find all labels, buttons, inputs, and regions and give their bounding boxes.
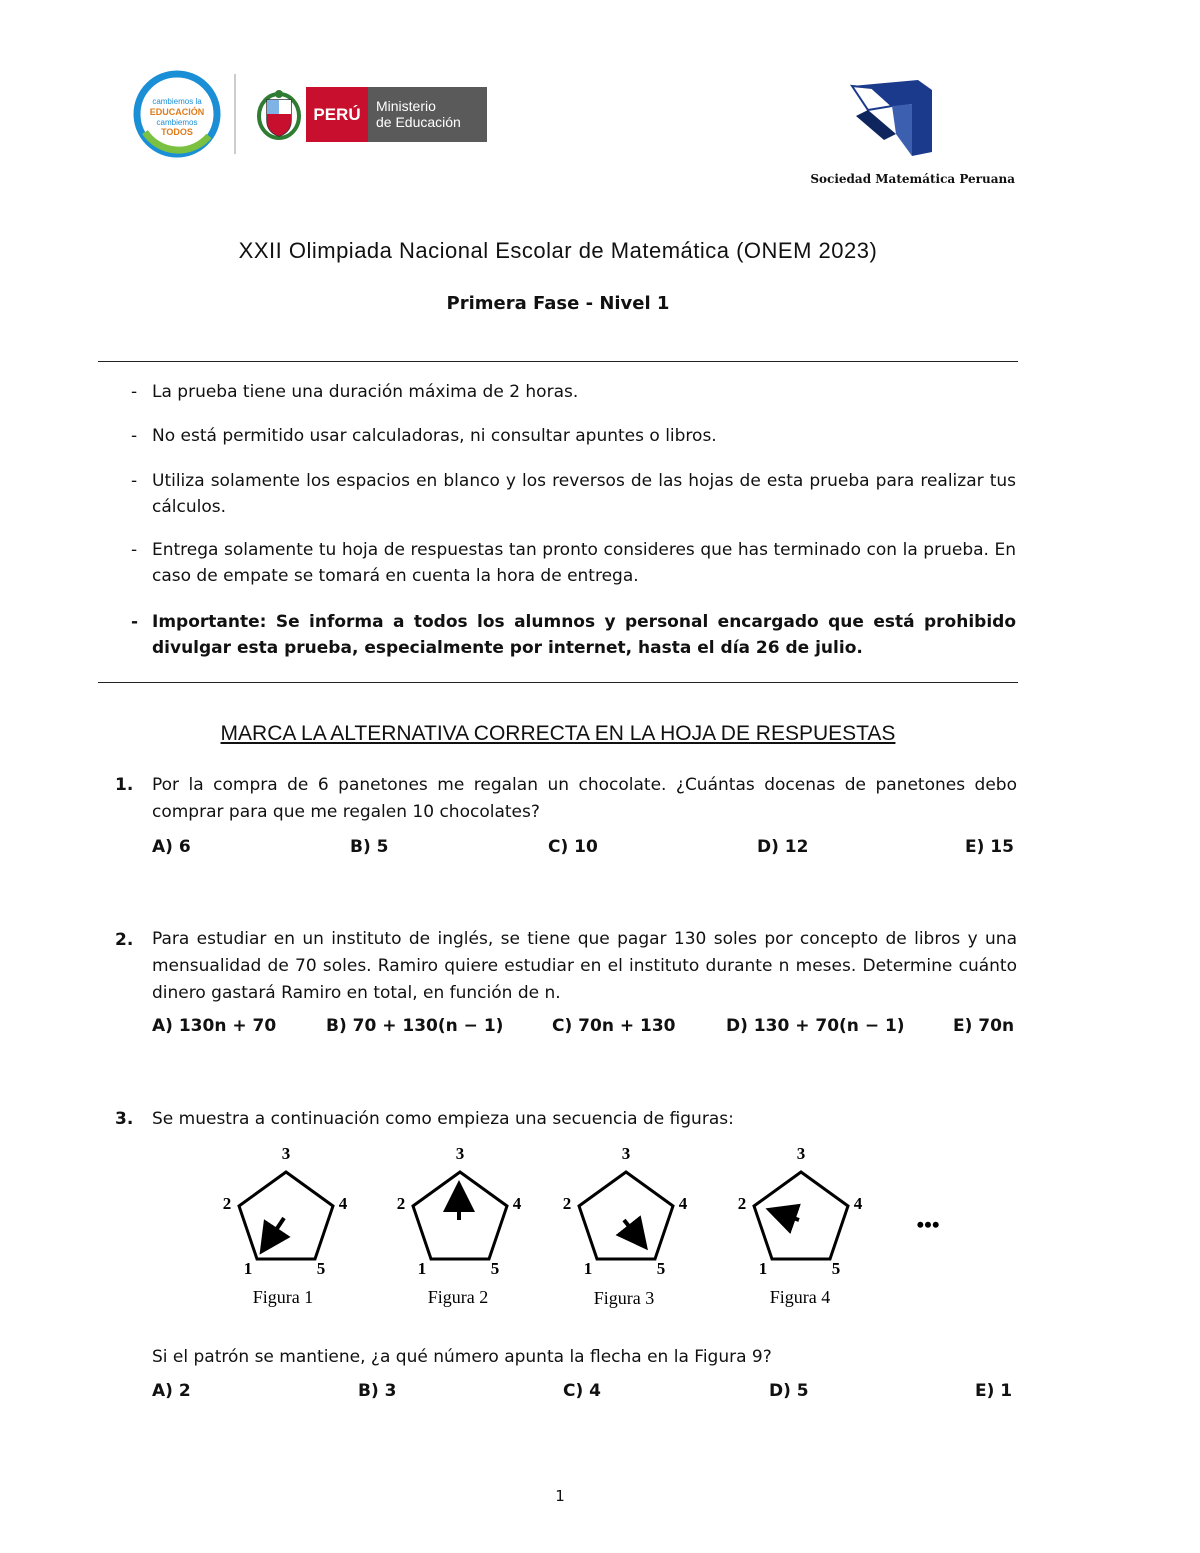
vertex-label-3: 3: [281, 1144, 291, 1163]
vertex-label-1: 1: [758, 1259, 768, 1278]
ellipsis: •••: [916, 1212, 940, 1237]
rule-dash: -: [131, 382, 138, 402]
figure-4: [738, 1144, 863, 1307]
question-number: 2.: [115, 930, 134, 950]
rule-text: No está permitido usar calculadoras, ni consultar apuntes o libros.: [152, 426, 717, 446]
rule-item: [131, 379, 1016, 405]
rule-item: [131, 537, 1016, 589]
vertex-label-4: 4: [678, 1194, 688, 1213]
option-a: A) 2: [152, 1381, 191, 1401]
cambiemos-educacion-logo: [131, 70, 223, 158]
page-subtitle: Primera Fase - Nivel 1: [446, 293, 670, 314]
rule-dash: -: [131, 426, 138, 446]
question-text: Por la compra de 6 panetones me regalan un chocolate. ¿Cuántas docenas de panetones debo comprar para que me regalen 10 chocolates?: [152, 775, 1017, 822]
option-e: E) 1: [975, 1381, 1013, 1401]
peru-label: PERÚ: [306, 87, 368, 142]
rule-dash: -: [131, 540, 138, 560]
svg-text:cambiemos: cambiemos: [156, 118, 198, 127]
option-d: D) 130 + 70(n − 1): [726, 1016, 905, 1036]
svg-text:TODOS: TODOS: [161, 127, 193, 137]
figure-label: Figura 1: [252, 1287, 314, 1307]
vertex-label-5: 5: [316, 1259, 326, 1278]
option-b: B) 5: [350, 837, 389, 857]
logo-divider: [234, 74, 236, 154]
peru-coat-of-arms-icon: [254, 86, 304, 142]
vertex-label-5: 5: [831, 1259, 841, 1278]
option-a: A) 130n + 70: [152, 1016, 277, 1036]
section-heading: MARCA LA ALTERNATIVA CORRECTA EN LA HOJA DE RESPUESTAS: [220, 722, 896, 745]
rule-text: Utiliza solamente los espacios en blanco y los reversos de las hojas de esta prueba para realizar tus cálculos.: [152, 471, 1016, 517]
rule-text: Entrega solamente tu hoja de respuestas tan pronto consideres que has terminado con la prueba. En caso de empate se tomará en cuenta la hora de entrega.: [152, 540, 1016, 586]
option-c: C) 70n + 130: [552, 1016, 676, 1036]
rule-dash: -: [131, 612, 139, 632]
option-d: D) 5: [769, 1381, 809, 1401]
figure-3: [563, 1144, 688, 1308]
vertex-label-2: 2: [396, 1194, 406, 1213]
figure-label: Figura 3: [593, 1288, 655, 1308]
rule-dash: -: [131, 471, 138, 491]
vertex-label-1: 1: [243, 1259, 253, 1278]
smp-logo: [848, 76, 934, 160]
question-number: 1.: [115, 775, 134, 795]
option-c: C) 4: [563, 1381, 601, 1401]
vertex-label-2: 2: [222, 1194, 232, 1213]
rule-item-important: [131, 609, 1016, 661]
option-c: C) 10: [548, 837, 598, 857]
vertex-label-3: 3: [796, 1144, 806, 1163]
vertex-label-5: 5: [656, 1259, 666, 1278]
vertex-label-2: 2: [562, 1194, 572, 1213]
society-name: Sociedad Matemática Peruana: [810, 172, 1015, 186]
figure-1: [223, 1144, 348, 1307]
rule-item: [131, 423, 1016, 449]
question-text: Se muestra a continuación como empieza una secuencia de figuras:: [152, 1109, 734, 1129]
question-number: 3.: [115, 1109, 134, 1129]
rule-text: Importante: Se informa a todos los alumnos y personal encargado que está prohibido divulgar esta prueba, especialmente por internet, hasta el día 26 de julio.: [152, 612, 1016, 658]
vertex-label-5: 5: [490, 1259, 500, 1278]
vertex-label-4: 4: [512, 1194, 522, 1213]
option-b: B) 70 + 130(n − 1): [326, 1016, 504, 1036]
ministry-line-2: de Educación: [376, 114, 461, 130]
option-e: E) 15: [965, 837, 1014, 857]
rule-item: [131, 468, 1016, 520]
vertex-label-1: 1: [417, 1259, 427, 1278]
option-a: A) 6: [152, 837, 191, 857]
vertex-label-1: 1: [583, 1259, 593, 1278]
page-number: 1: [555, 1487, 565, 1505]
svg-text:cambiemos la: cambiemos la: [152, 97, 202, 106]
figure-2: [397, 1144, 522, 1307]
vertex-label-3: 3: [455, 1144, 465, 1163]
figure-label: Figura 2: [427, 1287, 489, 1307]
option-b: B) 3: [358, 1381, 397, 1401]
rule-text: La prueba tiene una duración máxima de 2 horas.: [152, 382, 579, 402]
vertex-label-4: 4: [338, 1194, 348, 1213]
page-title: XXII Olimpiada Nacional Escolar de Matemática (ONEM 2023): [238, 238, 878, 263]
pentagon-sequence-figure: [210, 1140, 970, 1315]
question-text: Para estudiar en un instituto de inglés, se tiene que pagar 130 soles por concepto de libros y una mensualidad de 70 soles. Ramiro quiere estudiar en el instituto durante n meses. Determine cuánto dinero gastará Ramiro en total, en función de n.: [152, 929, 1017, 1003]
svg-text:EDUCACIÓN: EDUCACIÓN: [149, 107, 205, 117]
question-prompt: Si el patrón se mantiene, ¿a qué número apunta la flecha en la Figura 9?: [152, 1347, 772, 1367]
ministry-label: [368, 87, 487, 142]
option-d: D) 12: [757, 837, 809, 857]
ministry-line-1: Ministerio: [376, 98, 436, 114]
divider-top: [98, 361, 1018, 362]
vertex-label-2: 2: [737, 1194, 747, 1213]
divider-bottom: [98, 682, 1018, 683]
vertex-label-3: 3: [621, 1144, 631, 1163]
figure-label: Figura 4: [769, 1287, 831, 1307]
option-e: E) 70n: [953, 1016, 1015, 1036]
vertex-label-4: 4: [853, 1194, 863, 1213]
